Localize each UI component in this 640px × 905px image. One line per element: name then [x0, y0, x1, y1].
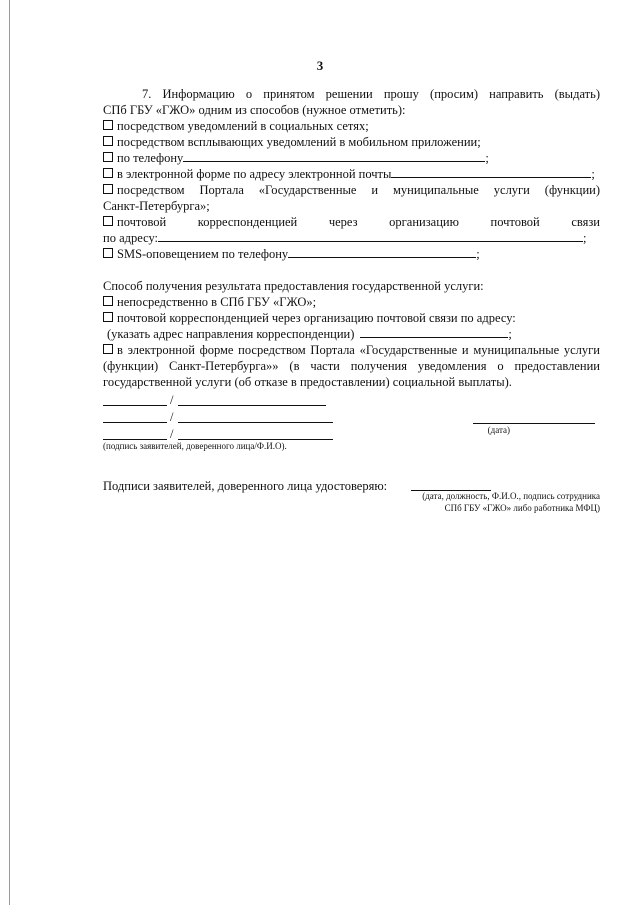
page-number: 3	[316, 58, 324, 73]
checkbox-icon[interactable]	[103, 152, 113, 162]
result-address-row: (указать адрес направления корреспонденции) ;	[107, 327, 512, 341]
date-line[interactable]	[473, 422, 595, 424]
signature-slash-2: /	[170, 410, 174, 424]
section7-intro-line1: 7. Информацию о принятом решении прошу (просим) направить (выдать)	[142, 87, 600, 101]
checkbox-icon[interactable]	[103, 184, 113, 194]
phone-field[interactable]	[183, 150, 485, 162]
email-field[interactable]	[391, 166, 591, 178]
option-social-networks[interactable]: посредством уведомлений в социальных сетях;	[103, 118, 600, 134]
checkbox-icon[interactable]	[103, 344, 113, 354]
result-address-field[interactable]	[360, 326, 508, 338]
checkbox-icon[interactable]	[103, 312, 113, 322]
mail-address-field[interactable]	[158, 230, 583, 242]
checkbox-icon[interactable]	[103, 296, 113, 306]
option-mail[interactable]: почтовой корреспонденцией через организацию почтовой связи	[103, 214, 600, 230]
checkbox-icon[interactable]	[103, 136, 113, 146]
checkbox-icon[interactable]	[103, 168, 113, 178]
result-option-portal-line3: государственной услуги (об отказе в предоставлении) социальной выплаты).	[103, 375, 512, 389]
signature-line-1b[interactable]	[178, 404, 326, 406]
option-mail-address: по адресу: ;	[103, 231, 587, 245]
section7-intro-line2: СПб ГБУ «ГЖО» одним из способов (нужное отметить):	[103, 103, 406, 117]
signature-line-1a[interactable]	[103, 404, 167, 406]
result-title: Способ получения результата предоставления государственной услуги:	[103, 279, 484, 293]
scan-edge-line	[9, 0, 10, 905]
date-caption: (дата)	[487, 425, 510, 435]
option-email[interactable]: в электронной форме по адресу электронной почты ;	[103, 166, 600, 182]
result-option-direct[interactable]: непосредственно в СПб ГБУ «ГЖО»;	[103, 294, 600, 310]
certify-caption-line2: СПб ГБУ «ГЖО» либо работника МФЦ)	[444, 503, 600, 513]
signature-line-3b[interactable]	[178, 438, 333, 440]
signature-caption: (подпись заявителей, доверенного лица/Ф.И.О).	[103, 441, 287, 451]
option-portal-line2: Санкт-Петербурга»;	[103, 199, 210, 213]
checkbox-icon[interactable]	[103, 248, 113, 258]
checkbox-icon[interactable]	[103, 216, 113, 226]
signature-line-2a[interactable]	[103, 421, 167, 423]
result-option-portal[interactable]: в электронной форме посредством Портала «Государственные и муниципальные услуги	[103, 342, 600, 358]
result-option-mail[interactable]: почтовой корреспонденцией через организацию почтовой связи по адресу:	[103, 310, 600, 326]
option-portal[interactable]: посредством Портала «Государственные и муниципальные услуги (функции)	[103, 182, 600, 198]
signature-slash-1: /	[170, 393, 174, 407]
sms-phone-field[interactable]	[288, 246, 476, 258]
option-push-notifications[interactable]: посредством всплывающих уведомлений в мобильном приложении;	[103, 134, 600, 150]
option-phone[interactable]: по телефону ;	[103, 150, 600, 166]
certify-caption-line1: (дата, должность, Ф.И.О., подпись сотрудника	[422, 491, 600, 501]
certify-label: Подписи заявителей, доверенного лица удостоверяю:	[103, 479, 388, 493]
checkbox-icon[interactable]	[103, 120, 113, 130]
signature-line-2b[interactable]	[178, 421, 333, 423]
signature-slash-3: /	[170, 427, 174, 441]
result-option-portal-line2: (функции) Санкт-Петербурга»» (в части получения уведомления о предоставлении	[103, 359, 600, 373]
option-sms[interactable]: SMS-оповещением по телефону ;	[103, 246, 600, 262]
signature-line-3a[interactable]	[103, 438, 167, 440]
